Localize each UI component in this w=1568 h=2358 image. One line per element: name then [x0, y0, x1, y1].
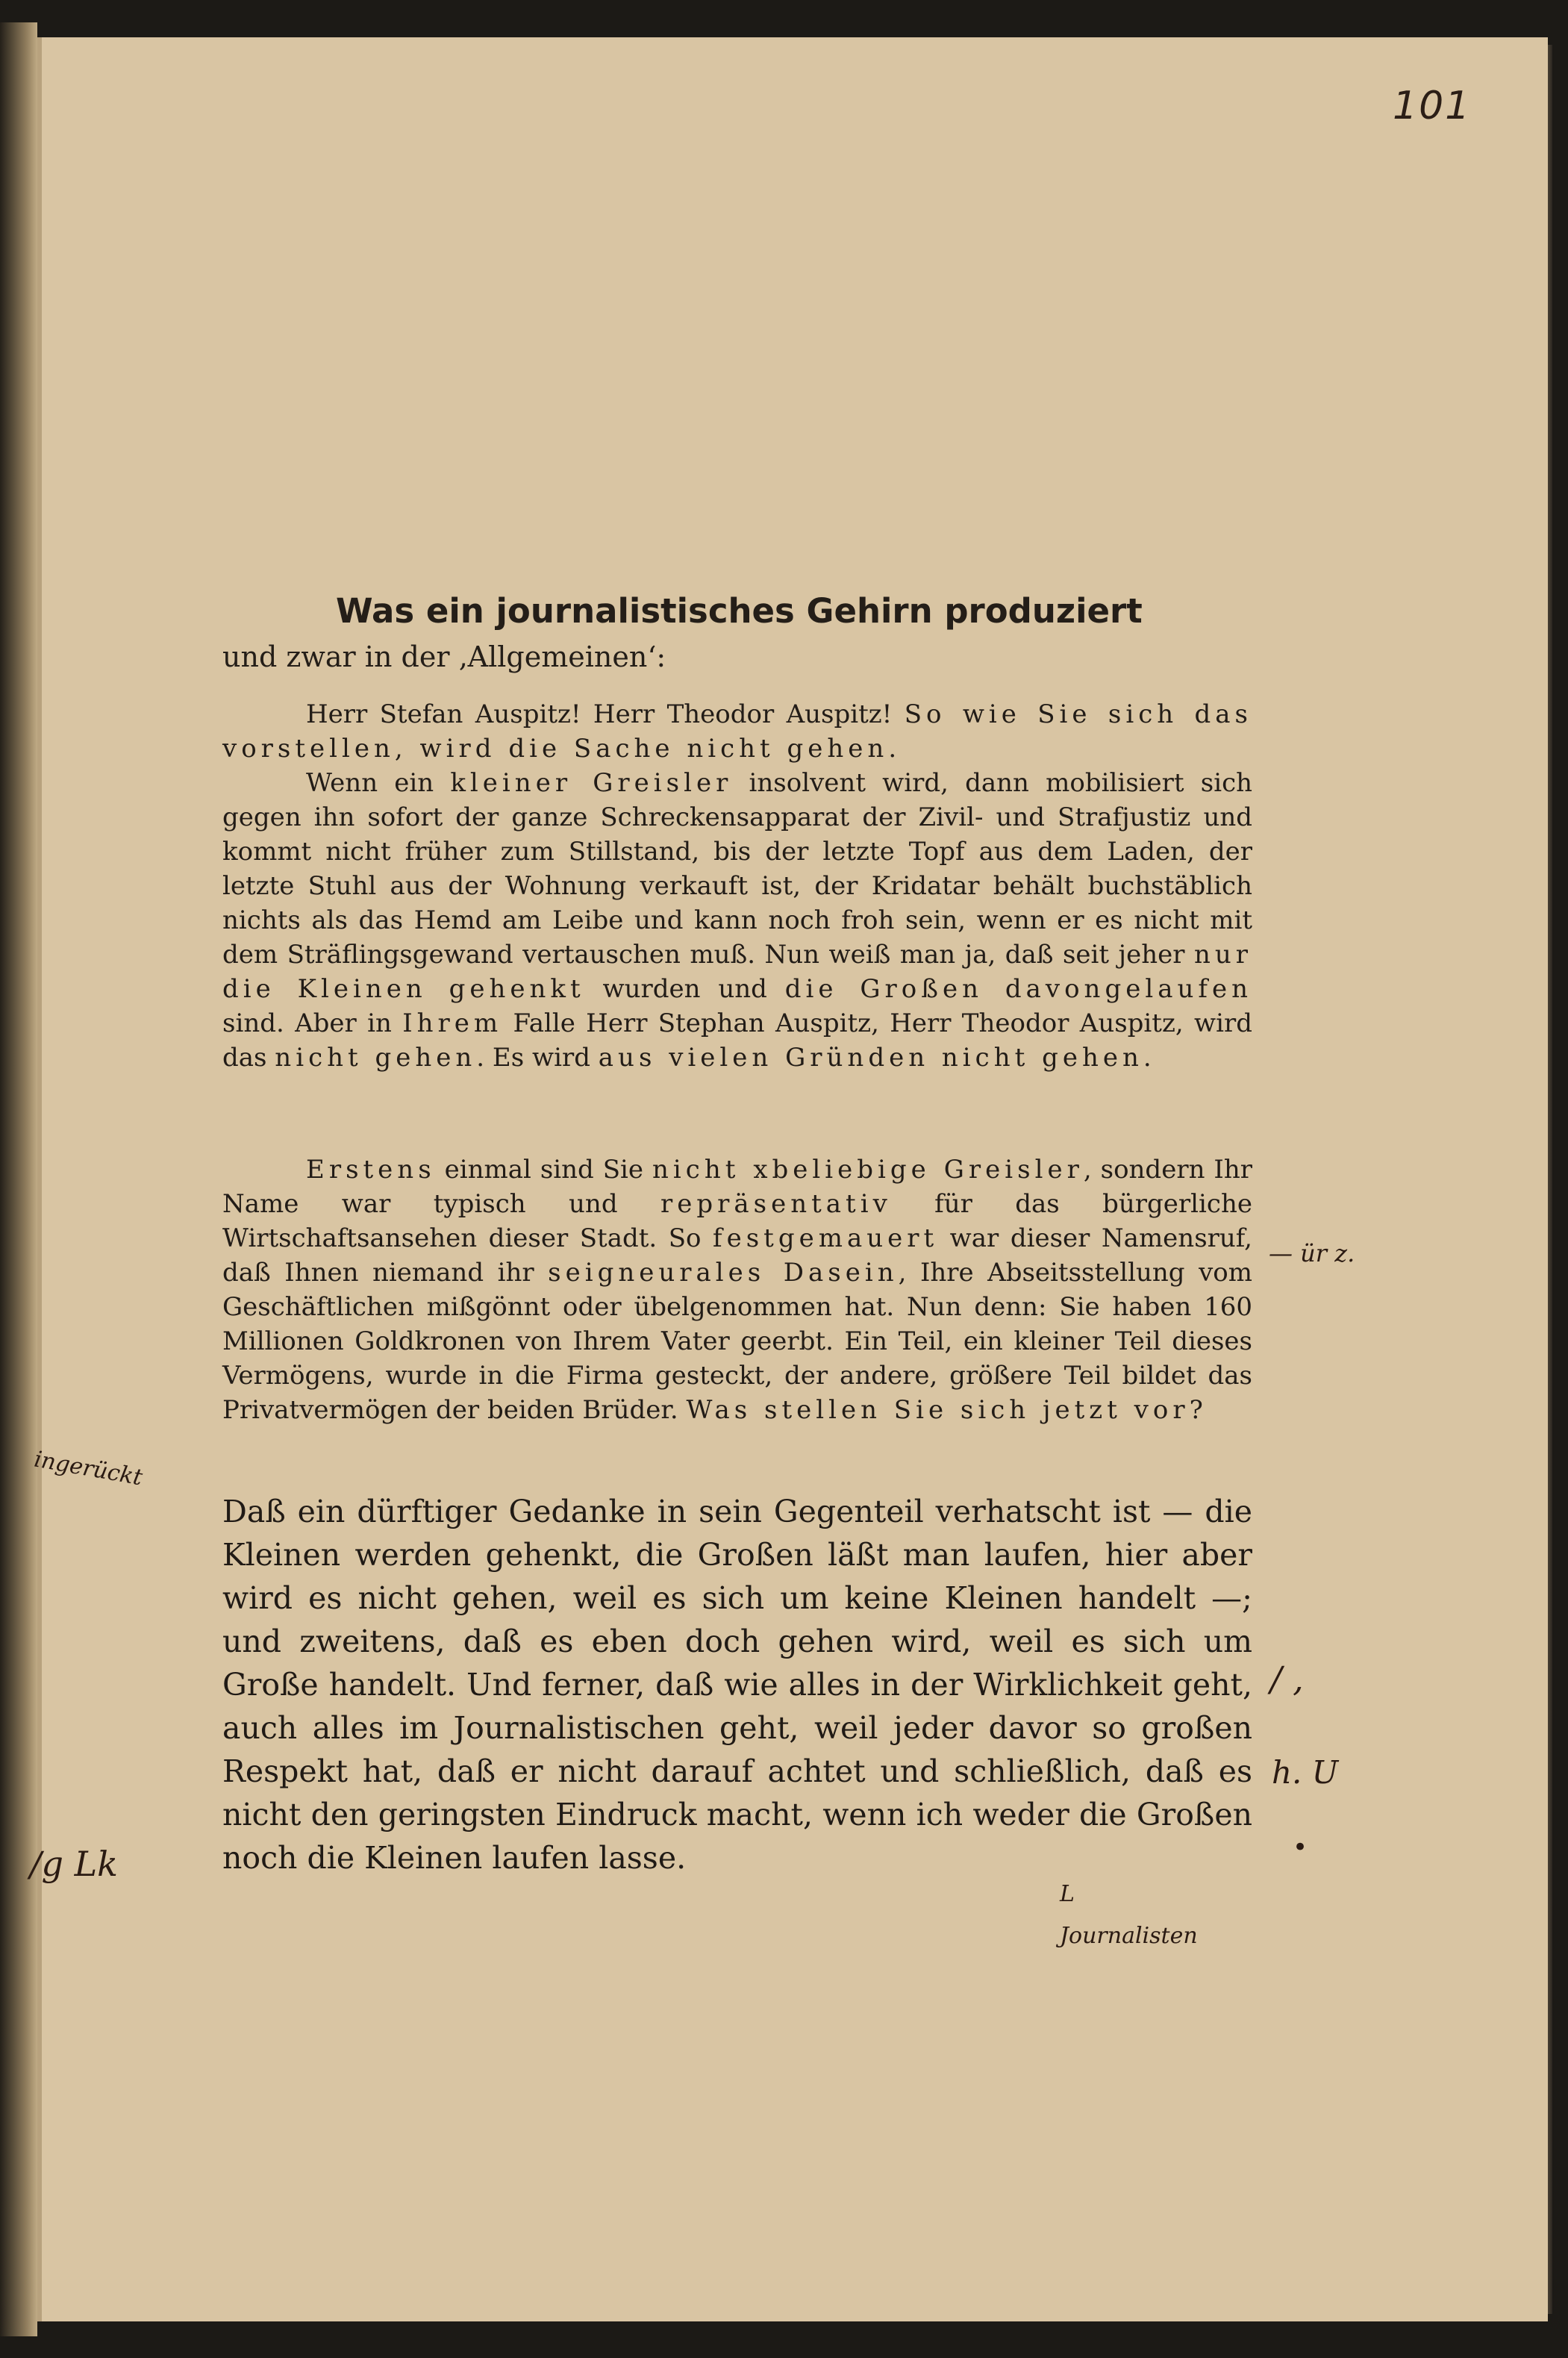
binding-edge — [0, 22, 37, 2336]
article-subtitle: und zwar in der ‚Allgemeinen‘: — [222, 640, 666, 673]
article-title: Was ein journalistisches Gehirn produziert — [336, 591, 1143, 631]
quoted-paragraph-1: Herr Stefan Auspitz! Herr Theodor Auspitz! So wie Sie sich das vorstellen, wird die Sache nicht gehen. — [222, 699, 1253, 764]
handwritten-signature-note: L Journalisten — [1060, 1881, 1198, 1949]
handwritten-note-slash: / , — [1270, 1659, 1304, 1699]
page-number: 101 — [1393, 84, 1472, 128]
quoted-paragraph-2: Wenn ein kleiner Greisler insolvent wird, dann mobilisiert sich gegen ihn sofort der ganze Schreckensapparat der Zivil- und Strafjustiz und kommt nicht früher zum Stillstand, bis der letzte Topf aus dem Laden, der letzte Stuhl aus der Wohnung verkauft ist, der Kridatar behält buchstäblich nichts als das Hemd am Leibe und kann noch froh sein, wenn er es nicht mit dem Sträflingsgewand vertauschen muß. Nun weiß man ja, daß seit jeher nur die Kleinen gehenkt wurden und die Großen davongelaufen sind. Aber in Ihrem Falle Herr Stephan Auspitz, Herr Theodor Auspitz, wird das nicht gehen. Es wird aus vielen Gründen nicht gehen. — [222, 768, 1253, 1073]
commentary-paragraph: Daß ein dürftiger Gedanke in sein Gegenteil verhatscht ist — die Kleinen werden gehenkt, die Großen läßt man laufen, hier aber wird es nicht gehen, weil es sich um keine Kleinen handelt —; und zweitens, daß es eben doch gehen wird, weil es sich um Große handelt. Und ferner, daß wie alles in der Wirklichkeit geht, auch alles im Journalistischen geht, weil jeder davor so großen Respekt hat, daß er nicht darauf achtet und schließlich, daß es nicht den geringsten Eindruck macht, wenn ich weder die Großen noch die Kleinen laufen lasse. — [222, 1494, 1252, 1876]
quoted-paragraph-3: Erstens einmal sind Sie nicht xbeliebige Greisler, sondern Ihr Name war typisch und repräsentativ für das bürgerliche Wirtschaftsansehen dieser Stadt. So festgemauert war dieser Namensruf, daß Ihnen niemand ihr seigneurales Dasein, Ihre Abseitsstellung vom Geschäftlichen mißgönnt oder übelgenommen hat. Nun denn: Sie haben 160 Millionen Goldkronen von Ihrem Vater geerbt. Ein Teil, ein kleiner Teil dieses Vermögens, wurde in die Firma gesteckt, der andere, größere Teil bildet das Privatvermögen der beiden Brüder. Was stellen Sie sich jetzt vor? — [222, 1155, 1253, 1425]
handwritten-note-margin-left: ingerückt — [32, 1446, 145, 1491]
handwritten-note-bottom-left: /g Lk — [30, 1844, 118, 1884]
handwritten-note-hu: h. U — [1272, 1754, 1339, 1791]
handwritten-note-dot: • — [1293, 1833, 1308, 1862]
handwritten-note-margin-right: — ür z. — [1269, 1239, 1355, 1267]
